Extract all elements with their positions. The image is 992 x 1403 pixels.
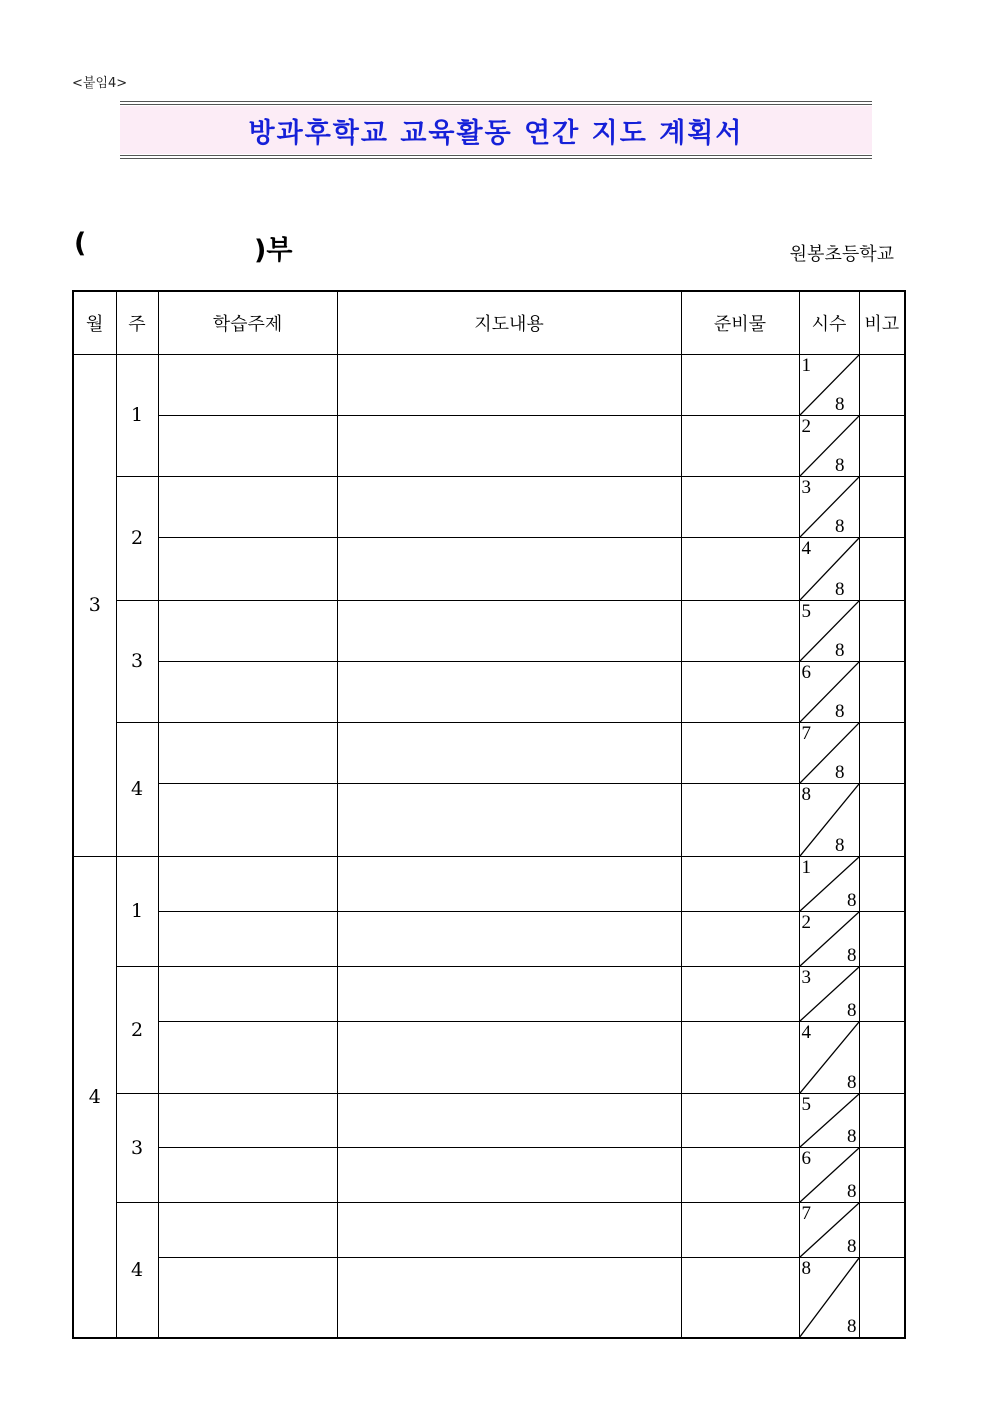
remarks-cell[interactable]: [859, 661, 905, 722]
session-total: 8: [835, 393, 845, 415]
plan-row: [73, 1203, 905, 1258]
materials-cell[interactable]: [681, 1094, 799, 1148]
attachment-label: <붙임4>: [72, 76, 128, 91]
content-cell[interactable]: [337, 476, 681, 537]
topic-cell[interactable]: [158, 856, 337, 911]
content-cell[interactable]: [337, 415, 681, 476]
topic-cell[interactable]: [158, 1258, 337, 1338]
remarks-cell[interactable]: [859, 1258, 905, 1338]
session-total: 8: [847, 1316, 857, 1337]
topic-cell[interactable]: [158, 783, 337, 856]
plan-row: [73, 537, 905, 600]
materials-cell[interactable]: [681, 967, 799, 1022]
session-number: 3: [801, 476, 811, 498]
session-number: 4: [801, 1022, 811, 1044]
session-count-cell: [799, 856, 859, 911]
plan-row: [73, 1094, 905, 1148]
content-cell[interactable]: [337, 1258, 681, 1338]
plan-row: [73, 856, 905, 911]
topic-cell[interactable]: [158, 661, 337, 722]
week-cell: 2: [116, 476, 158, 600]
session-count-cell: [799, 1203, 859, 1258]
session-count-cell: [799, 911, 859, 966]
session-number: 6: [801, 1148, 811, 1170]
session-total: 8: [847, 1236, 857, 1258]
materials-cell[interactable]: [681, 600, 799, 661]
content-cell[interactable]: [337, 722, 681, 783]
topic-cell[interactable]: [158, 1203, 337, 1258]
session-total: 8: [835, 700, 845, 722]
header-sessions: 시수: [799, 291, 859, 354]
session-total: 8: [835, 834, 845, 856]
session-count-cell: [799, 415, 859, 476]
content-cell[interactable]: [337, 537, 681, 600]
remarks-cell[interactable]: [859, 856, 905, 911]
topic-cell[interactable]: [158, 476, 337, 537]
remarks-cell[interactable]: [859, 600, 905, 661]
materials-cell[interactable]: [681, 911, 799, 966]
materials-cell[interactable]: [681, 1148, 799, 1203]
session-count-cell: [799, 967, 859, 1022]
session-total: 8: [847, 1126, 857, 1148]
session-count-cell: [799, 1148, 859, 1203]
session-total: 8: [847, 889, 857, 911]
session-total: 8: [847, 1072, 857, 1094]
content-cell[interactable]: [337, 856, 681, 911]
materials-cell[interactable]: [681, 1203, 799, 1258]
session-count-cell: [799, 661, 859, 722]
topic-cell[interactable]: [158, 722, 337, 783]
session-total: 8: [847, 1000, 857, 1022]
session-number: 1: [801, 856, 811, 878]
session-number: 8: [801, 783, 811, 805]
remarks-cell[interactable]: [859, 967, 905, 1022]
session-number: 8: [801, 1258, 811, 1280]
materials-cell[interactable]: [681, 1258, 799, 1338]
plan-row: [73, 476, 905, 537]
page-title: 방과후학교 교육활동 연간 지도 계획서: [248, 117, 744, 149]
school-name: 원봉초등학교: [789, 244, 894, 265]
week-cell: 4: [116, 1203, 158, 1338]
plan-row: [73, 1258, 905, 1338]
remarks-cell[interactable]: [859, 537, 905, 600]
session-number: 7: [801, 1203, 811, 1225]
session-count-cell: [799, 600, 859, 661]
topic-cell[interactable]: [158, 1022, 337, 1094]
materials-cell[interactable]: [681, 661, 799, 722]
session-number: 1: [801, 354, 811, 376]
header-topic: 학습주제: [158, 291, 337, 354]
session-number: 6: [801, 661, 811, 683]
remarks-cell[interactable]: [859, 1203, 905, 1258]
topic-cell[interactable]: [158, 354, 337, 415]
remarks-cell[interactable]: [859, 1022, 905, 1094]
month-cell: 3: [73, 354, 116, 856]
content-cell[interactable]: [337, 1203, 681, 1258]
session-number: 2: [801, 911, 811, 933]
topic-cell[interactable]: [158, 415, 337, 476]
session-count-cell: [799, 537, 859, 600]
session-number: 5: [801, 1094, 811, 1116]
session-total: 8: [847, 1181, 857, 1203]
content-cell[interactable]: [337, 1094, 681, 1148]
session-count-cell: [799, 1094, 859, 1148]
week-cell: 3: [116, 600, 158, 722]
header-materials: 준비물: [681, 291, 799, 354]
materials-cell[interactable]: [681, 476, 799, 537]
remarks-cell[interactable]: [859, 783, 905, 856]
plan-row: [73, 1148, 905, 1203]
session-count-cell: [799, 722, 859, 783]
remarks-cell[interactable]: [859, 415, 905, 476]
materials-cell[interactable]: [681, 722, 799, 783]
week-cell: 1: [116, 856, 158, 966]
content-cell[interactable]: [337, 661, 681, 722]
materials-cell[interactable]: [681, 783, 799, 856]
content-cell[interactable]: [337, 600, 681, 661]
header-week: 주: [116, 291, 158, 354]
plan-body: [73, 354, 905, 1338]
remarks-cell[interactable]: [859, 722, 905, 783]
materials-cell[interactable]: [681, 1022, 799, 1094]
remarks-cell[interactable]: [859, 911, 905, 966]
topic-cell[interactable]: [158, 1148, 337, 1203]
plan-row: [73, 967, 905, 1022]
session-count-cell: [799, 783, 859, 856]
session-total: 8: [835, 515, 845, 537]
plan-row: [73, 415, 905, 476]
session-count-cell: [799, 354, 859, 415]
remarks-cell[interactable]: [859, 1148, 905, 1203]
session-total: 8: [835, 639, 845, 661]
topic-cell[interactable]: [158, 967, 337, 1022]
plan-row: [73, 783, 905, 856]
content-cell[interactable]: [337, 911, 681, 966]
topic-cell[interactable]: [158, 537, 337, 600]
topic-cell[interactable]: [158, 1094, 337, 1148]
content-cell[interactable]: [337, 354, 681, 415]
title-banner: [120, 101, 872, 159]
content-cell[interactable]: [337, 1148, 681, 1203]
plan-row: [73, 600, 905, 661]
remarks-cell[interactable]: [859, 1094, 905, 1148]
department-suffix: )부: [254, 235, 293, 266]
plan-row: [73, 911, 905, 966]
plan-row: [73, 661, 905, 722]
materials-cell[interactable]: [681, 354, 799, 415]
week-cell: 2: [116, 967, 158, 1094]
session-number: 3: [801, 967, 811, 988]
header-content: 지도내용: [337, 291, 681, 354]
annual-plan-table: [72, 290, 906, 1339]
session-total: 8: [847, 945, 857, 966]
week-cell: 4: [116, 722, 158, 856]
session-total: 8: [835, 761, 845, 783]
plan-row: [73, 354, 905, 415]
session-number: 2: [801, 415, 811, 437]
header-row: [73, 291, 905, 354]
session-total: 8: [835, 454, 845, 476]
header-remarks: 비고: [859, 291, 905, 354]
content-cell[interactable]: [337, 967, 681, 1022]
materials-cell[interactable]: [681, 856, 799, 911]
week-cell: 1: [116, 354, 158, 476]
topic-cell[interactable]: [158, 911, 337, 966]
session-total: 8: [835, 578, 845, 600]
materials-cell[interactable]: [681, 415, 799, 476]
session-number: 4: [801, 537, 811, 559]
session-number: 5: [801, 600, 811, 622]
plan-row: [73, 1022, 905, 1094]
plan-row: [73, 722, 905, 783]
week-cell: 3: [116, 1094, 158, 1203]
session-count-cell: [799, 1258, 859, 1338]
remarks-cell[interactable]: [859, 476, 905, 537]
session-count-cell: [799, 1022, 859, 1094]
content-cell[interactable]: [337, 783, 681, 856]
department-open-paren: (: [74, 228, 87, 259]
session-count-cell: [799, 476, 859, 537]
session-number: 7: [801, 722, 811, 744]
header-month: 월: [73, 291, 116, 354]
month-cell: 4: [73, 856, 116, 1338]
topic-cell[interactable]: [158, 600, 337, 661]
content-cell[interactable]: [337, 1022, 681, 1094]
materials-cell[interactable]: [681, 537, 799, 600]
remarks-cell[interactable]: [859, 354, 905, 415]
